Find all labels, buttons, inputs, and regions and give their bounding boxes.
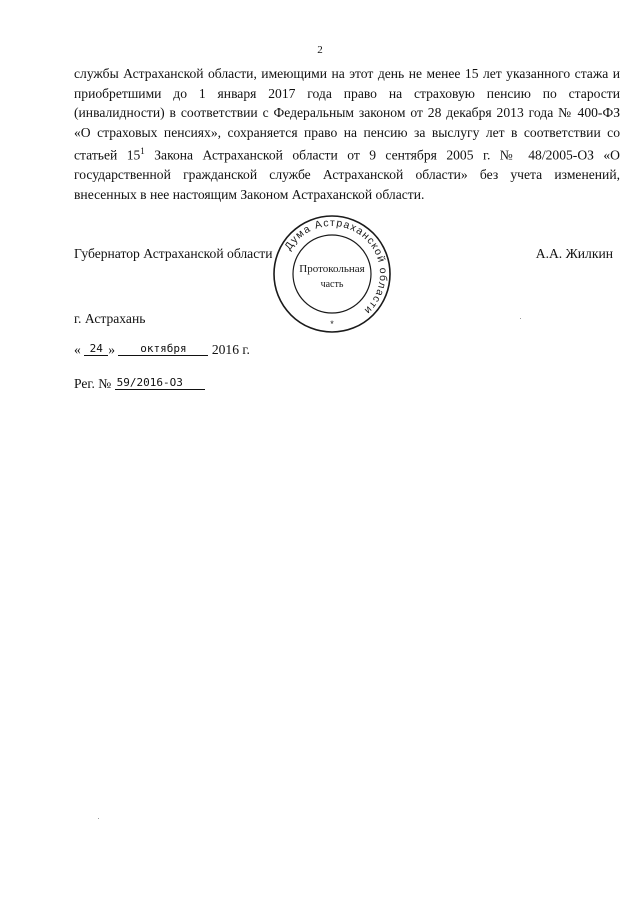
date-close-quote: » — [108, 342, 115, 357]
scan-speck — [520, 318, 521, 319]
stamp-center-line2: часть — [320, 279, 344, 290]
body-paragraph — [74, 64, 620, 204]
date-open-quote: « — [74, 342, 81, 357]
body-text — [74, 64, 620, 204]
official-stamp — [270, 212, 394, 336]
governor-name: А.А. Жилкин — [535, 246, 613, 261]
body-paragraph-start: службы Астраханской области, имеющими на этот день не менее 15 лет указанного стажа и приобретшими до 1 января 2017 года право на страховую пенсию по старости (инвалидности) в соответствии с Федеральным законом от 28 декабря 2013 года № 400-ФЗ «О страховых пенсиях», сохраняется право на пенсию за выслугу лет в соответствии со статьей 15 — [74, 66, 620, 163]
registration-label: Рег. № — [74, 376, 112, 391]
date-year: 2016 г. — [211, 342, 250, 357]
stamp-star: * — [330, 319, 334, 329]
stamp-center-line1: Протокольная — [299, 263, 365, 275]
page-number: 2 — [317, 44, 323, 56]
scan-speck — [98, 818, 99, 819]
body-paragraph-end: Закона Астраханской области от 9 сентября 2005 г. № 48/2005-ОЗ «О государственной гражданской службе Астраханской области» без учета изменений, внесенных в нее настоящим Законом Астраханской области. — [74, 147, 620, 202]
stamp-ring-text: Дума Астраханской области — [282, 216, 390, 318]
date-day: 24 — [84, 342, 108, 356]
registration-line — [74, 376, 205, 392]
date-month: октября — [118, 342, 208, 356]
governor-title: Губернатор Астраханской области — [74, 246, 273, 261]
city-line: г. Астрахань — [74, 311, 146, 326]
date-line — [74, 342, 250, 358]
registration-number: 59/2016-ОЗ — [115, 376, 205, 390]
article-superscript: 1 — [140, 146, 145, 156]
